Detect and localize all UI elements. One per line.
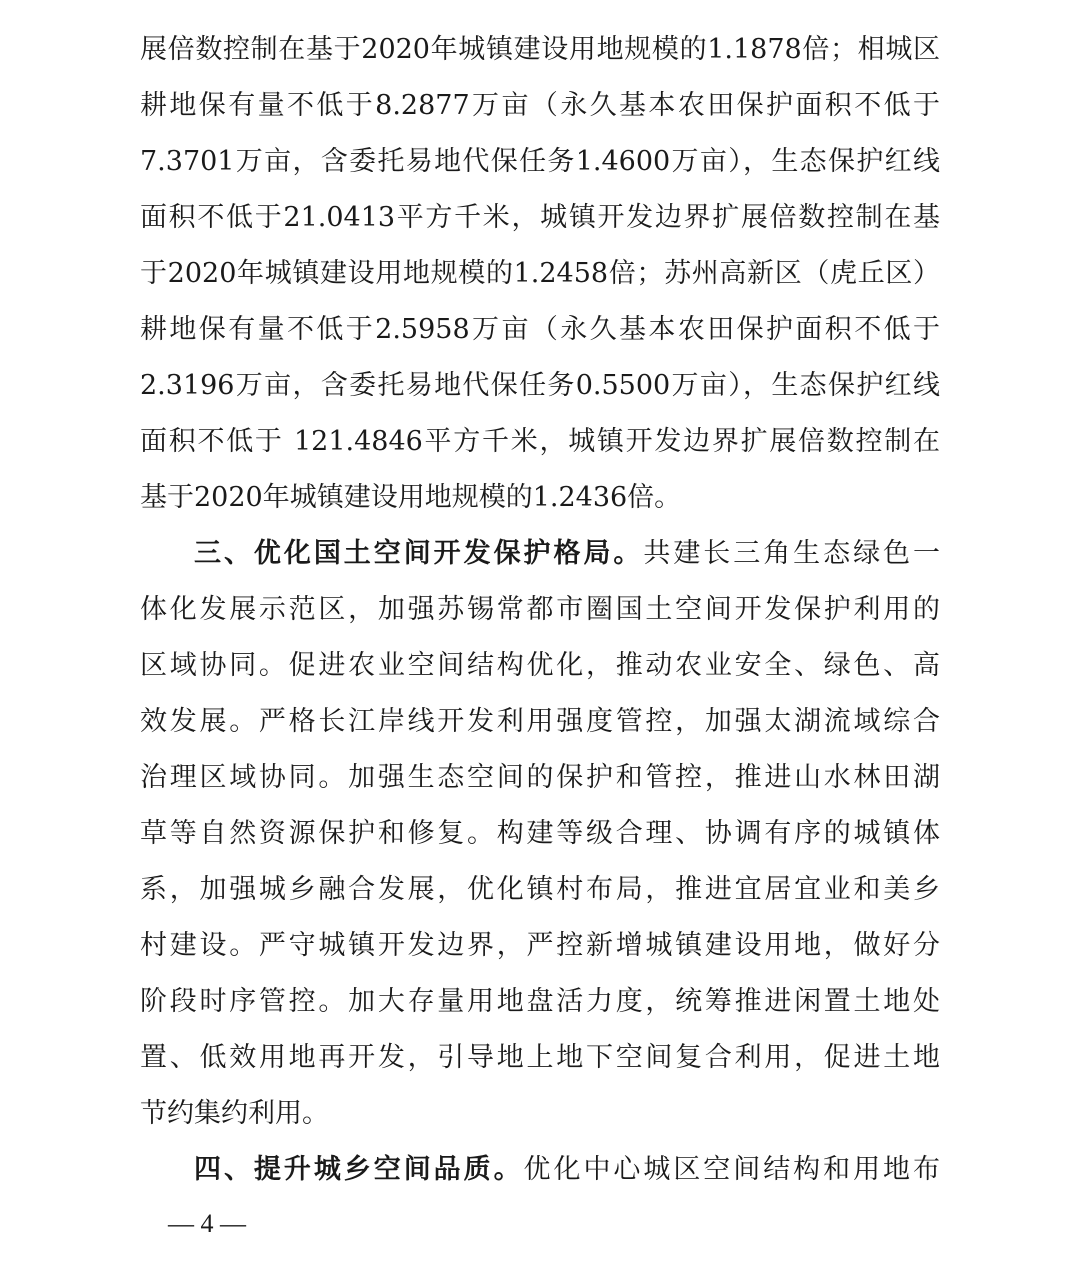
text-line: 区域协同。促进农业空间结构优化，推动农业安全、绿色、高 bbox=[140, 650, 940, 681]
text-line: 耕地保有量不低于2.5958万亩（永久基本农田保护面积不低于 bbox=[140, 314, 940, 345]
section-heading: 三、优化国土空间开发保护格局。 bbox=[194, 538, 644, 569]
text-line: 效发展。严格长江岸线开发利用强度管控，加强太湖流域综合 bbox=[140, 706, 940, 737]
section-heading-line bbox=[194, 534, 940, 574]
heading-line-text: 优化中心城区空间结构和用地布 bbox=[523, 1154, 941, 1185]
section-heading-line bbox=[194, 1150, 940, 1190]
text-line: 面积不低于 121.4846平方千米，城镇开发边界扩展倍数控制在 bbox=[140, 426, 940, 457]
text-line: 展倍数控制在基于2020年城镇建设用地规模的1.1878倍；相城区 bbox=[140, 34, 940, 65]
text-line: 草等自然资源保护和修复。构建等级合理、协调有序的城镇体 bbox=[140, 818, 940, 849]
text-line: 2.3196万亩，含委托易地代保任务0.5500万亩），生态保护红线 bbox=[140, 370, 940, 401]
text-line: 节约集约利用。 bbox=[140, 1098, 329, 1129]
text-line: 置、低效用地再开发，引导地上地下空间复合利用，促进土地 bbox=[140, 1042, 940, 1073]
text-line: 7.3701万亩，含委托易地代保任务1.4600万亩），生态保护红线 bbox=[140, 146, 940, 177]
text-line: 阶段时序管控。加大存量用地盘活力度，统筹推进闲置土地处 bbox=[140, 986, 940, 1017]
heading-line-text: 共建长三角生态绿色一 bbox=[643, 538, 940, 569]
text-line: 面积不低于21.0413平方千米，城镇开发边界扩展倍数控制在基 bbox=[140, 202, 940, 233]
text-line: 于2020年城镇建设用地规模的1.2458倍；苏州高新区（虎丘区） bbox=[140, 258, 940, 289]
text-line: 治理区域协同。加强生态空间的保护和管控，推进山水林田湖 bbox=[140, 762, 940, 793]
text-line: 体化发展示范区，加强苏锡常都市圈国土空间开发保护利用的 bbox=[140, 594, 940, 625]
page-number: — 4 — bbox=[168, 1209, 246, 1238]
text-line: 基于2020年城镇建设用地规模的1.2436倍。 bbox=[140, 482, 682, 513]
text-line: 系，加强城乡融合发展，优化镇村布局，推进宜居宜业和美乡 bbox=[140, 874, 940, 905]
text-line: 村建设。严守城镇开发边界，严控新增城镇建设用地，做好分 bbox=[140, 930, 940, 961]
text-line: 耕地保有量不低于8.2877万亩（永久基本农田保护面积不低于 bbox=[140, 90, 940, 121]
section-heading: 四、提升城乡空间品质。 bbox=[194, 1154, 524, 1185]
